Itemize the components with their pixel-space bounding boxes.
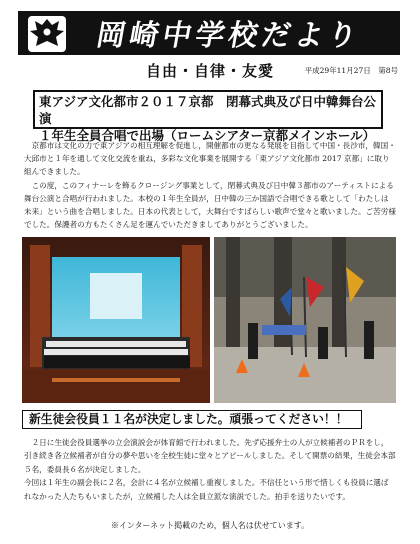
concert-hall-photo bbox=[22, 237, 210, 403]
article-paragraph: ２日に生徒会役員選挙の立会演説会が体育館で行われました。先ず応援弁士の人が立候補者のＰＲをし，引き続き各立候補者が自分の夢や思いを全校生徒に堂々とアピールしました。そして開票の結果，生徒会本部５名，委員長６名が決定しました。 bbox=[24, 438, 396, 474]
newsletter-header bbox=[18, 11, 400, 80]
school-crest-icon bbox=[28, 16, 66, 52]
issue-date: 平成29年11月27日 第8号 bbox=[304, 66, 398, 75]
article-headline bbox=[33, 90, 383, 143]
parade-photo bbox=[214, 237, 396, 403]
masthead bbox=[18, 11, 400, 55]
newsletter-title: 岡崎中学校だより bbox=[93, 17, 364, 52]
section-subheading: 新生徒会役員１１名が決定しました。頑張ってください！！ bbox=[22, 410, 362, 429]
article-paragraph: 京都市は文化の力で東アジアの相互理解を促進し，開催都市の更なる発展を目指して中国・長沙市，韓国・大邱市と１年を通して文化交流を重ね，多彩な文化事業を展開する「東アジア文化都市 2017 京都」に取り組んできました。 bbox=[24, 141, 396, 177]
article-paragraph: 今回は１年生の副会長に２名，会計に４名が立候補し重複しました。不信任という形で惜しくも役員に選ばれなかった人たちもいましたが，立候補した人は全員立派な演説でした。拍手を送りたいです。 bbox=[24, 478, 389, 501]
headline-line-2: １年生全員合唱で出場（ロームシアター京都メインホール） bbox=[39, 128, 376, 143]
student-council-article bbox=[24, 436, 396, 503]
article-paragraph: この度，このフィナーレを飾るクロージング事業として，閉幕式典及び日中韓３都市のアーティストによる舞台公演と合唱が行われました。本校の１年生全員が，日中韓の三か国語で合唱できる歌として「わたしは未来」という曲を合唱しました。日本の代表として，大舞台ですばらしい歌声で堂々と歌いました。ご苦労様でした。保護者の方もたくさん足を運んでいただきましてありがとうございました。 bbox=[24, 180, 396, 230]
headline-line-1: 東アジア文化都市２０１７京都 閉幕式典及び日中韓舞台公演 bbox=[39, 94, 377, 126]
school-motto: 自由・自律・友愛 bbox=[146, 62, 275, 80]
privacy-footnote: ※インターネット掲載のため，個人名は伏せています。 bbox=[110, 521, 310, 530]
article-body bbox=[24, 139, 396, 231]
